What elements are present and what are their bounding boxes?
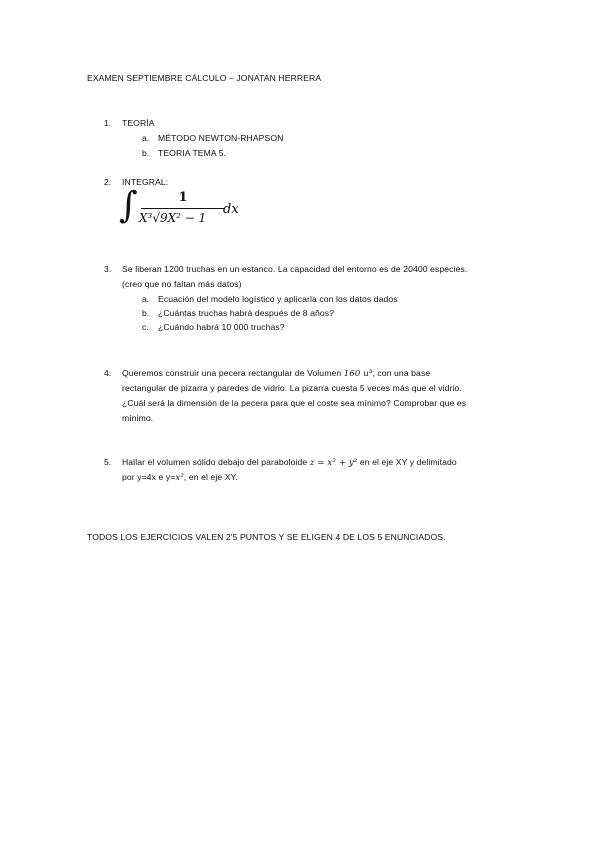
integral-denominator: X³√9X² − 1	[139, 211, 207, 225]
q1-title: TEORÍA	[122, 118, 155, 128]
q5-number: 5.	[104, 457, 112, 467]
q5-line-1	[122, 456, 457, 469]
exam-title: EXAMEN SEPTIEMBRE CÁLCULO – JONATAN HERRERA	[87, 73, 322, 83]
q5-line-2	[122, 471, 238, 484]
q2-title: INTEGRAL:	[122, 177, 169, 187]
q5-paraboloid-math: z = x² + y²	[309, 458, 358, 468]
q3-item-c-text: ¿Cuándo habrá 10 000 truchas?	[158, 322, 285, 332]
q3-item-c-marker: c.	[142, 322, 149, 332]
q1-item-a-marker: a.	[142, 133, 150, 143]
fraction-bar	[141, 208, 225, 209]
q5-line-2-pre: por y=4x e y=	[122, 472, 176, 482]
q4-line-4: mínimo.	[122, 413, 154, 423]
q4-line-2: rectangular de pizarra y paredes de vidrio. La pizarra cuesta 5 veces más que el vidrio.	[122, 383, 462, 393]
q1-item-b-marker: b.	[142, 148, 150, 158]
q3-item-b-text: ¿Cuántas truchas habrá después de 8 años?	[158, 308, 335, 318]
q5-line-2-post: , en el eje XY.	[183, 472, 238, 482]
q4-number: 4.	[104, 368, 112, 378]
q3-item-a-marker: a.	[142, 294, 150, 304]
scoring-note: TODOS LOS EJERCICIOS VALEN 2'5 PUNTOS Y SE ELIGEN 4 DE LOS 5 ENUNCIADOS.	[87, 532, 446, 542]
q1-number: 1.	[104, 118, 112, 128]
integral-differential: dx	[223, 202, 239, 217]
q3-line-2: (creo que no faltan más datos)	[122, 279, 242, 289]
q4-line-3: ¿Cuál será la dimensión de la pecera para que el coste sea mínimo? Comprobar que es	[122, 398, 467, 408]
q2-number: 2.	[104, 177, 112, 187]
q4-line-1-post: , con una base	[372, 368, 431, 378]
q5-line-1-pre: Hallar el volumen sólido debajo del paraboloide	[122, 457, 308, 467]
q3-item-a-text: Ecuación del modelo logístico y aplicarla con los datos dados	[158, 294, 398, 304]
q3-item-b-marker: b.	[142, 308, 150, 318]
q4-volume-math: 160 u³	[343, 369, 373, 379]
q4-line-1	[122, 367, 430, 380]
q3-number: 3.	[104, 264, 112, 274]
q5-line-1-post: en el eje XY y delimitado	[359, 457, 457, 467]
q1-item-b-text: TEORIA TEMA 5.	[158, 148, 227, 158]
integral-numerator: 1	[178, 190, 188, 205]
integral-sign: ∫	[119, 185, 138, 226]
q5-curve-math: x²	[175, 473, 184, 483]
q4-line-1-pre: Queremos construir una pecera rectangular de Volumen	[122, 368, 342, 378]
q3-line-1: Se liberan 1200 truchas en un estanco. La capacidad del entorno es de 20400 especies.	[122, 264, 468, 274]
q1-item-a-text: MÉTODO NEWTON-RHAPSON	[158, 133, 284, 143]
